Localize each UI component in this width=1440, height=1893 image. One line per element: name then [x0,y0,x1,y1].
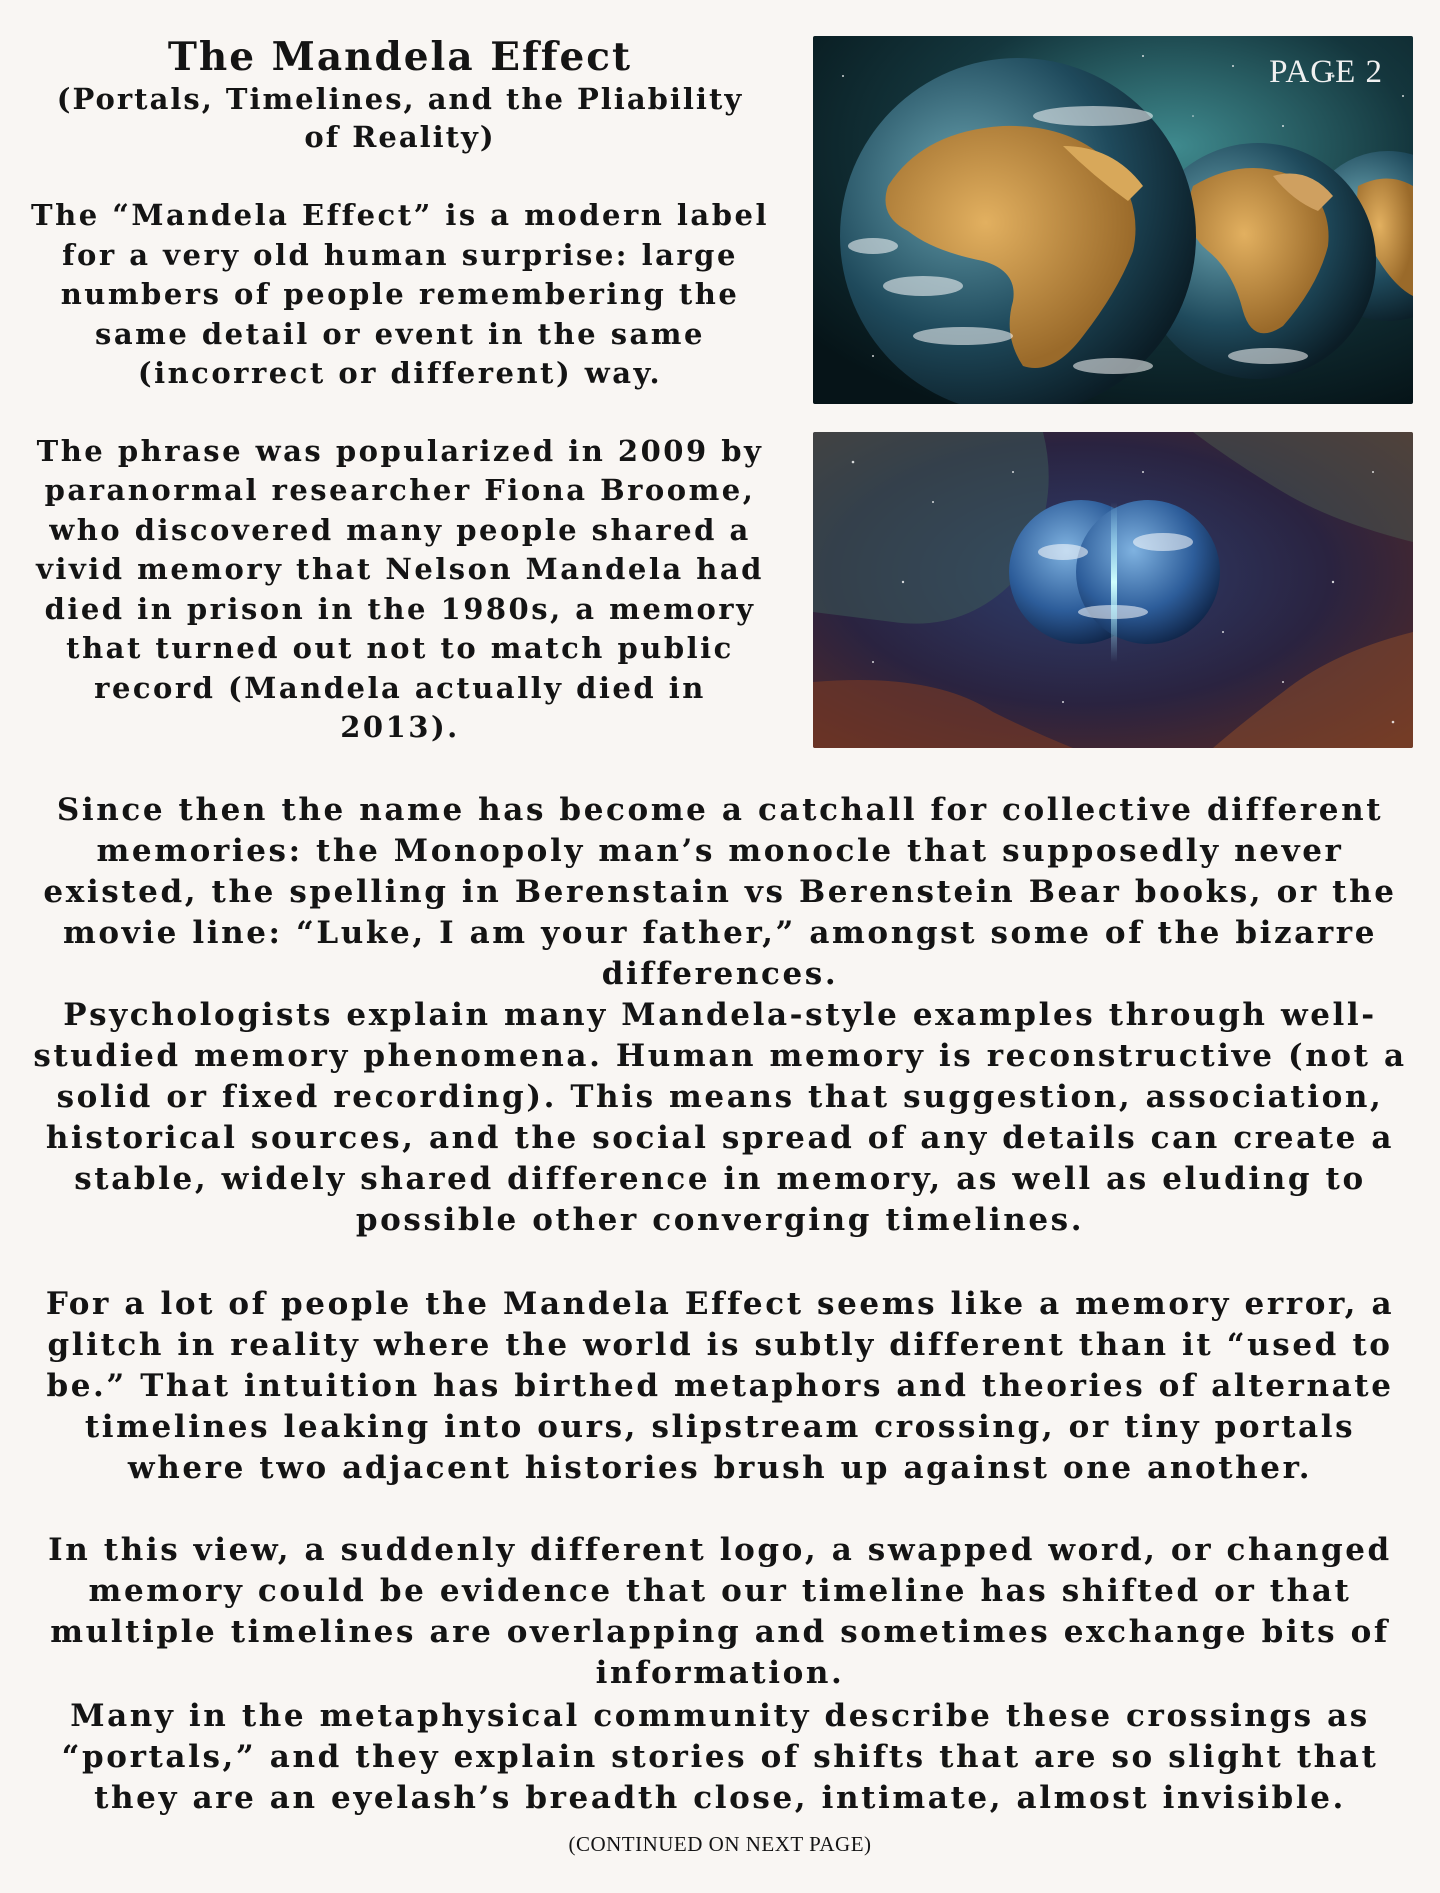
three-earths-illustration [813,36,1413,404]
catchall-paragraph: Since then the name has become a catchall for collective different memories: the Monopoly man’s monocle that supposedly never existed, the spelling in Berenstain vs Berenstein Bear books, or the movie line: “Luke, I am your father,” amongst some of the bizarre differences. [43,792,1397,992]
merging-earths-illustration [813,432,1413,748]
catchall-section [20,790,1420,995]
continued-footer: (CONTINUED ON NEXT PAGE) [568,1832,872,1856]
intro-paragraph: The “Mandela Effect” is a modern label for a very old human surprise: large numbers of people remembering the same detail or event in the same (incorrect or different) way. [31,198,769,390]
glitch-section [20,1284,1420,1489]
portals-paragraph: Many in the metaphysical community describe these crossings as “portals,” and they explain stories of shifts that are so slight that they are an eyelash’s breadth close, intimate, almost invisible. [61,1698,1379,1816]
page-number-label: PAGE 2 [1269,54,1383,90]
portals-section [20,1696,1420,1819]
origin-paragraph: The phrase was popularized in 2009 by paranormal researcher Fiona Broome, who discovered many people shared a vivid memory that Nelson Mandela had died in prison in the 1980s, a memory that turned out not to match public record (Mandela actually died in 2013). [36,433,764,744]
glitch-paragraph: For a lot of people the Mandela Effect seems like a memory error, a glitch in reality where the world is subtly different than it “used to be.” That intuition has birthed metaphors and theories of alternate timelines leaking into ours, slipstream crossing, or tiny portals where two adjacent histories brush up against one another. [45,1286,1395,1486]
psychology-paragraph: Psychologists explain many Mandela-style examples through well-studied memory phenomena. Human memory is reconstructive (not a solid or fixed recording). This means that suggestion, association, historical sources, and the social spread of any details can create a stable, widely shared difference in memory, as well as eluding to possible other converging timelines. [33,997,1407,1238]
left-column [30,34,770,748]
three-earths-image [813,36,1413,404]
timeline-paragraph: In this view, a suddenly different logo, a swapped word, or changed memory could be evidence that our timeline has shifted or that multiple timelines are overlapping and sometimes exchange bits of information. [48,1532,1392,1691]
psychology-section [20,995,1420,1241]
page-subtitle-line-2: of Reality) [304,120,496,154]
page-subtitle-line-1: (Portals, Timelines, and the Pliability [56,82,744,116]
merging-earths-image [813,432,1413,748]
page-title: The Mandela Effect [167,34,633,80]
timeline-section [20,1530,1420,1694]
